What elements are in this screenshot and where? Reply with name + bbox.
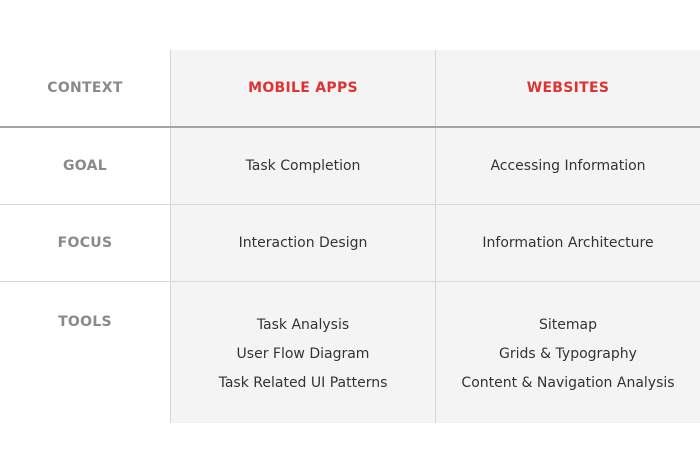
tools-mobile-cell (170, 282, 436, 423)
row-label-tools: TOOLS (0, 282, 170, 423)
row-label-goal: GOAL (0, 128, 170, 204)
goal-mobile-cell: Task Completion (170, 128, 436, 204)
list-item: Content & Navigation Analysis (461, 374, 675, 391)
list-item: User Flow Diagram (236, 345, 370, 362)
list-item: Task Related UI Patterns (218, 374, 388, 391)
table-row-focus (0, 205, 700, 282)
header-websites: WEBSITES (436, 50, 700, 126)
tools-web-list (461, 315, 674, 393)
table-header-row (0, 50, 700, 128)
comparison-table (0, 50, 700, 423)
list-item: Task Analysis (256, 316, 350, 333)
focus-web-cell: Information Architecture (436, 205, 700, 281)
header-mobile-apps: MOBILE APPS (170, 50, 436, 126)
tools-mobile-list (219, 315, 388, 393)
list-item: Sitemap (539, 316, 597, 333)
focus-mobile-cell: Interaction Design (170, 205, 436, 281)
table-row-goal (0, 128, 700, 205)
header-context-label: CONTEXT (0, 50, 170, 126)
list-item: Grids & Typography (499, 345, 637, 362)
goal-web-cell: Accessing Information (436, 128, 700, 204)
table-row-tools (0, 282, 700, 423)
tools-web-cell (436, 282, 700, 423)
row-label-focus: FOCUS (0, 205, 170, 281)
